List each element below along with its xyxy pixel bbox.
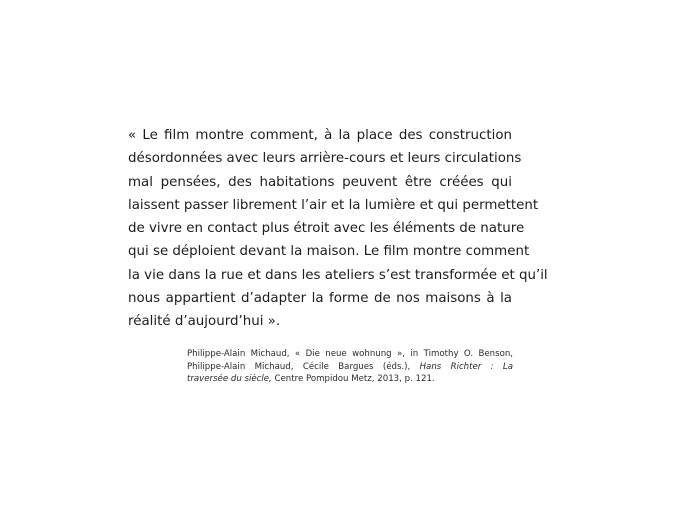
citation-line — [187, 373, 513, 386]
quote-line: réalité d’aujourd’hui ». — [128, 314, 281, 330]
quote-line: qui se déploient devant la maison. Le film montre comment — [128, 244, 530, 260]
citation-publisher: Centre Pompidou Metz, 2013, p. 121. — [274, 374, 435, 385]
citation-line: Philippe-Alain Michaud, « Die neue wohnung », in Timothy O. Benson, — [187, 349, 513, 359]
citation-block — [187, 348, 513, 386]
quote-line: laissent passer librement l’air et la lumière et qui permettent — [128, 197, 539, 213]
quote-line: nous appartient d’adapter la forme de nos maisons à la — [128, 291, 512, 307]
quote-line: la vie dans la rue et dans les ateliers s’est transformée et qu’il — [128, 267, 548, 283]
quote-line: mal pensées, des habitations peuvent être créées qui — [128, 174, 512, 190]
quote-line: « Le film montre comment, à la place des construction — [128, 128, 512, 143]
citation-authors: Philippe-Alain Michaud, Cécile Bargues (éds.), — [187, 361, 411, 372]
quote-line: désordonnées avec leurs arrière-cours et leurs circulations — [128, 151, 522, 167]
quote-block — [128, 124, 548, 334]
citation-title: Hans Richter : La — [419, 361, 513, 372]
quote-line: de vivre en contact plus étroit avec les éléments de nature — [128, 221, 525, 237]
citation-title-cont: traversée du siècle, — [187, 374, 272, 385]
citation-line — [187, 361, 513, 374]
